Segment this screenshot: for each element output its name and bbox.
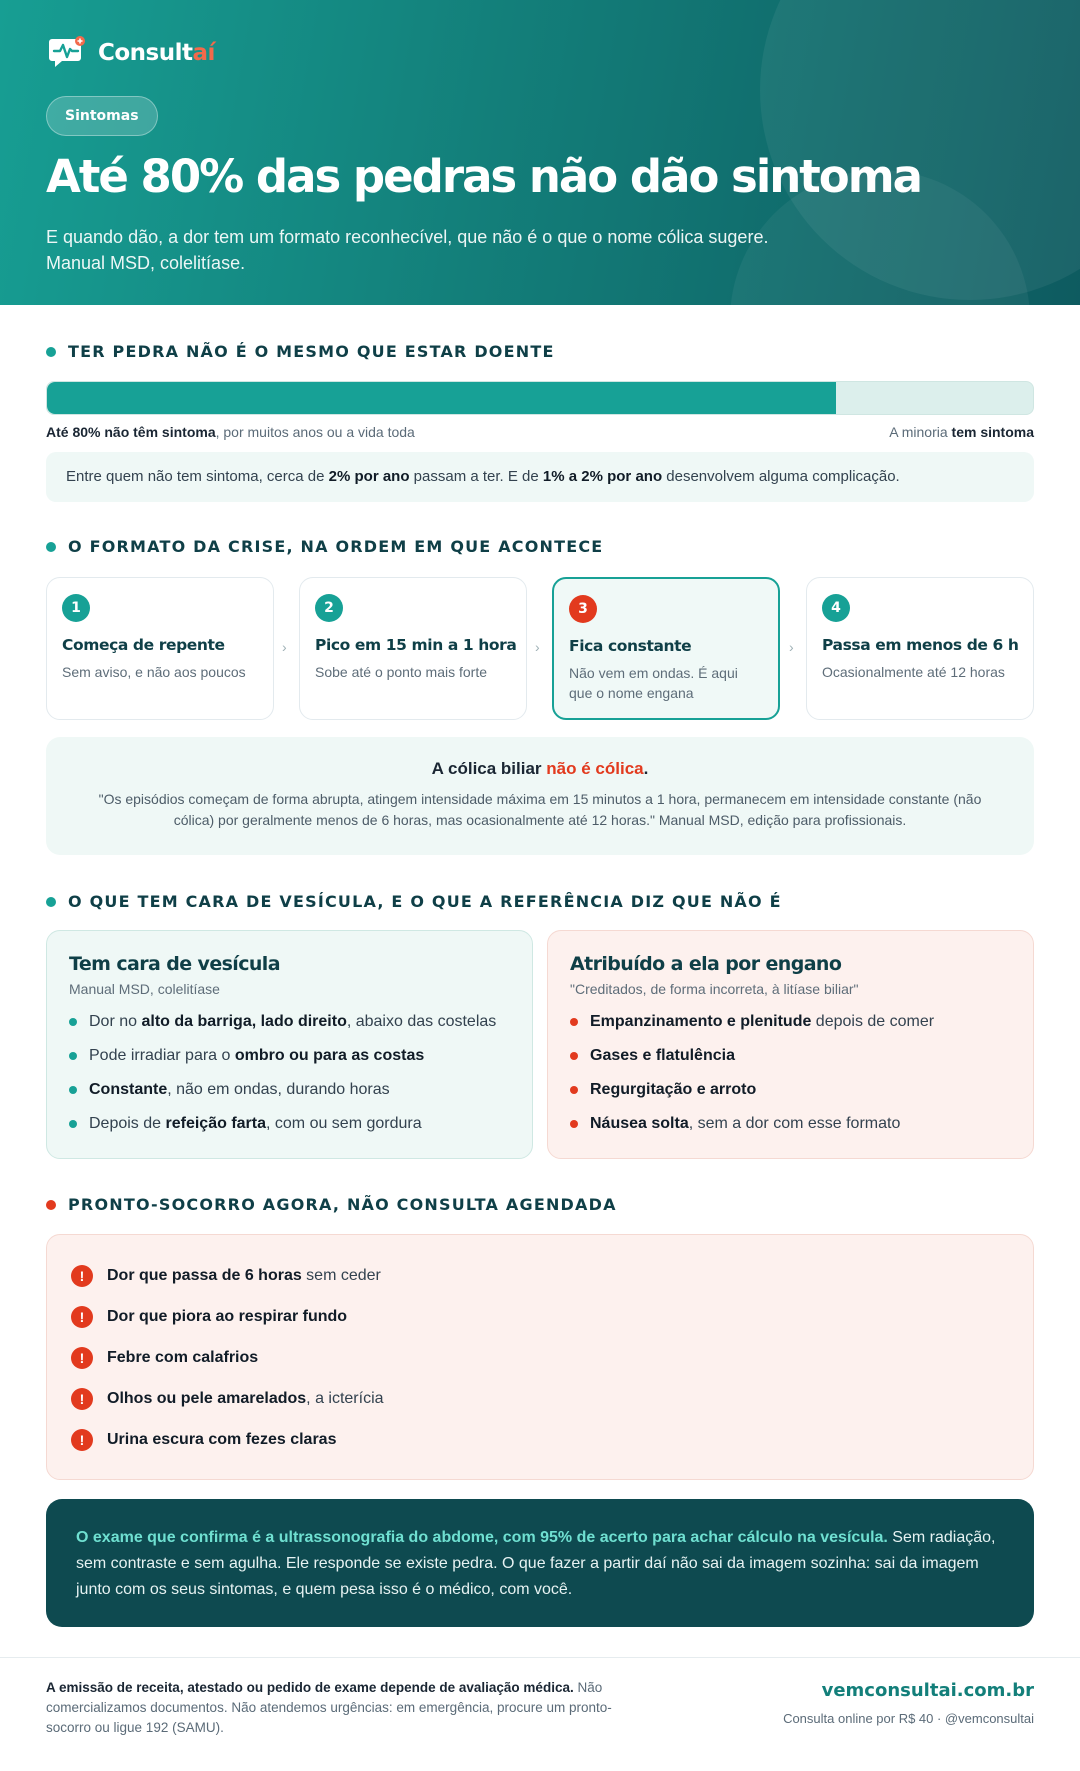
chat-heartbeat-icon: [48, 36, 86, 70]
step-title: Passa em menos de 6 h: [822, 636, 1019, 654]
dot-icon: [69, 1052, 77, 1060]
dot-icon: [570, 1018, 578, 1026]
exclamation-circle-icon: !: [71, 1265, 93, 1287]
chevron-right-icon: ›: [282, 639, 287, 655]
website-link[interactable]: vemconsultai.com.br: [821, 1680, 1034, 1701]
card-source: Manual MSD, colelitíase: [69, 981, 220, 997]
progression-note: Entre quem não tem sintoma, cerca de 2% por ano passam a ter. E de 1% a 2% por ano desenvolvem alguma complicação.: [46, 452, 1034, 502]
footer-disclaimer: A emissão de receita, atestado ou pedido de exame depende de avaliação médica. Não comercializamos documentos. Não atendemos urgências: em emergência, procure um pronto-socorro ou ligue 192 (SAMU).: [46, 1680, 612, 1735]
step-card: [806, 577, 1034, 720]
dot-icon: [570, 1120, 578, 1128]
section-title-asymptomatic: TER PEDRA NÃO É O MESMO QUE ESTAR DOENTE: [46, 342, 555, 361]
proportion-bar: [46, 381, 1034, 415]
step-card: [46, 577, 274, 720]
list-item: Constante, não em ondas, durando horas: [69, 1073, 510, 1107]
exam-callout: [46, 1499, 1034, 1627]
footer-meta: Consulta online por R$ 40 · @vemconsultai: [783, 1711, 1034, 1726]
card-title: Tem cara de vesícula: [69, 953, 280, 975]
step-card: [299, 577, 527, 720]
misattributed-symptoms-card: [547, 930, 1034, 1159]
exclamation-circle-icon: !: [71, 1388, 93, 1410]
proportion-labels: [46, 424, 1034, 440]
dot-icon: [46, 897, 56, 907]
callout-highlight: O exame que confirma é a ultrassonografia do abdome, com 95% de acerto para achar cálculo na vesícula.: [76, 1529, 888, 1546]
step-title: Começa de repente: [62, 636, 225, 654]
list-item: Depois de refeição farta, com ou sem gordura: [69, 1107, 510, 1141]
logo-text: Consultaí: [98, 40, 215, 66]
list-item: Regurgitação e arroto: [570, 1073, 1011, 1107]
card-source: "Creditados, de forma incorreta, à litíase biliar": [570, 981, 859, 997]
step-number: 2: [315, 594, 343, 622]
chevron-right-icon: ›: [535, 639, 540, 655]
dot-icon: [69, 1120, 77, 1128]
step-description: Não vem em ondas. É aqui que o nome engana: [569, 665, 738, 701]
step-description: Sobe até o ponto mais forte: [315, 664, 487, 680]
alert-item: ! Dor que passa de 6 horas sem ceder: [71, 1255, 1009, 1296]
dot-icon: [69, 1018, 77, 1026]
alert-item: ! Dor que piora ao respirar fundo: [71, 1296, 1009, 1337]
step-title: Pico em 15 min a 1 hora: [315, 636, 517, 654]
alert-item: ! Olhos ou pele amarelados, a icterícia: [71, 1378, 1009, 1419]
footer-divider: [0, 1657, 1080, 1658]
step-number: 3: [569, 595, 597, 623]
list-item: Gases e flatulência: [570, 1039, 1011, 1073]
exclamation-circle-icon: !: [71, 1306, 93, 1328]
hero-header: [0, 0, 1080, 305]
proportion-bar-fill: [47, 382, 836, 414]
step-number: 4: [822, 594, 850, 622]
card-title: Atribuído a ela por engano: [570, 953, 842, 975]
callout-text: Sem radiação, sem contraste e sem agulha. Ele responde se existe pedra. O que fazer a partir daí não sai da imagem sozinha: sai da imagem junto com os seus sintomas, e quem pesa isso é o médico, com você.: [76, 1529, 996, 1598]
logo[interactable]: [48, 36, 215, 70]
list-item: Náusea solta, sem a dor com esse formato: [570, 1107, 1011, 1141]
dot-icon: [570, 1052, 578, 1060]
alert-item: ! Urina escura com fezes claras: [71, 1419, 1009, 1460]
quote-text: "Os episódios começam de forma abrupta, atingem intensidade máxima em 15 minutos a 1 hora, permanecem em intensidade constante (não cólica) por geralmente menos de 6 horas, mas ocasionalmente até 12 horas." Manual MSD, edição para profissionais.: [98, 791, 982, 828]
chevron-right-icon: ›: [789, 639, 794, 655]
quote-heading: A cólica biliar não é cólica.: [431, 759, 649, 778]
section-title-comparison: O QUE TEM CARA DE VESÍCULA, E O QUE A REFERÊNCIA DIZ QUE NÃO É: [46, 892, 782, 911]
alert-item: ! Febre com calafrios: [71, 1337, 1009, 1378]
dot-icon: [46, 542, 56, 552]
reference-quote: [46, 737, 1034, 855]
dot-icon: [570, 1086, 578, 1094]
step-number: 1: [62, 594, 90, 622]
exclamation-circle-icon: !: [71, 1347, 93, 1369]
category-tag[interactable]: Sintomas: [46, 96, 158, 136]
step-card-highlighted: [552, 577, 780, 720]
section-title-crisis: O FORMATO DA CRISE, NA ORDEM EM QUE ACONTECE: [46, 537, 603, 556]
symptomatic-label: A minoria tem sintoma: [889, 424, 1034, 440]
list-item: Empanzinamento e plenitude depois de comer: [570, 1005, 1011, 1039]
page-title: Até 80% das pedras não dão sintoma: [46, 150, 921, 203]
dot-icon: [69, 1086, 77, 1094]
emergency-signs-card: [46, 1234, 1034, 1480]
gallbladder-symptoms-card: [46, 930, 533, 1159]
exclamation-circle-icon: !: [71, 1429, 93, 1451]
page-subtitle: E quando dão, a dor tem um formato reconhecível, que não é o que o nome cólica sugere. Manual MSD, colelitíase.: [46, 227, 769, 273]
list-item: Dor no alto da barriga, lado direito, abaixo das costelas: [69, 1005, 510, 1039]
step-title: Fica constante: [569, 637, 692, 655]
footer-brand: [783, 1680, 1034, 1726]
section-title-emergency: PRONTO-SOCORRO AGORA, NÃO CONSULTA AGENDADA: [46, 1195, 617, 1214]
dot-icon: [46, 347, 56, 357]
list-item: Pode irradiar para o ombro ou para as costas: [69, 1039, 510, 1073]
crisis-steps: [46, 577, 1034, 720]
dot-icon: [46, 1200, 56, 1210]
step-description: Sem aviso, e não aos poucos: [62, 664, 246, 680]
step-description: Ocasionalmente até 12 horas: [822, 664, 1005, 680]
asymptomatic-label: Até 80% não têm sintoma, por muitos anos ou a vida toda: [46, 424, 415, 440]
